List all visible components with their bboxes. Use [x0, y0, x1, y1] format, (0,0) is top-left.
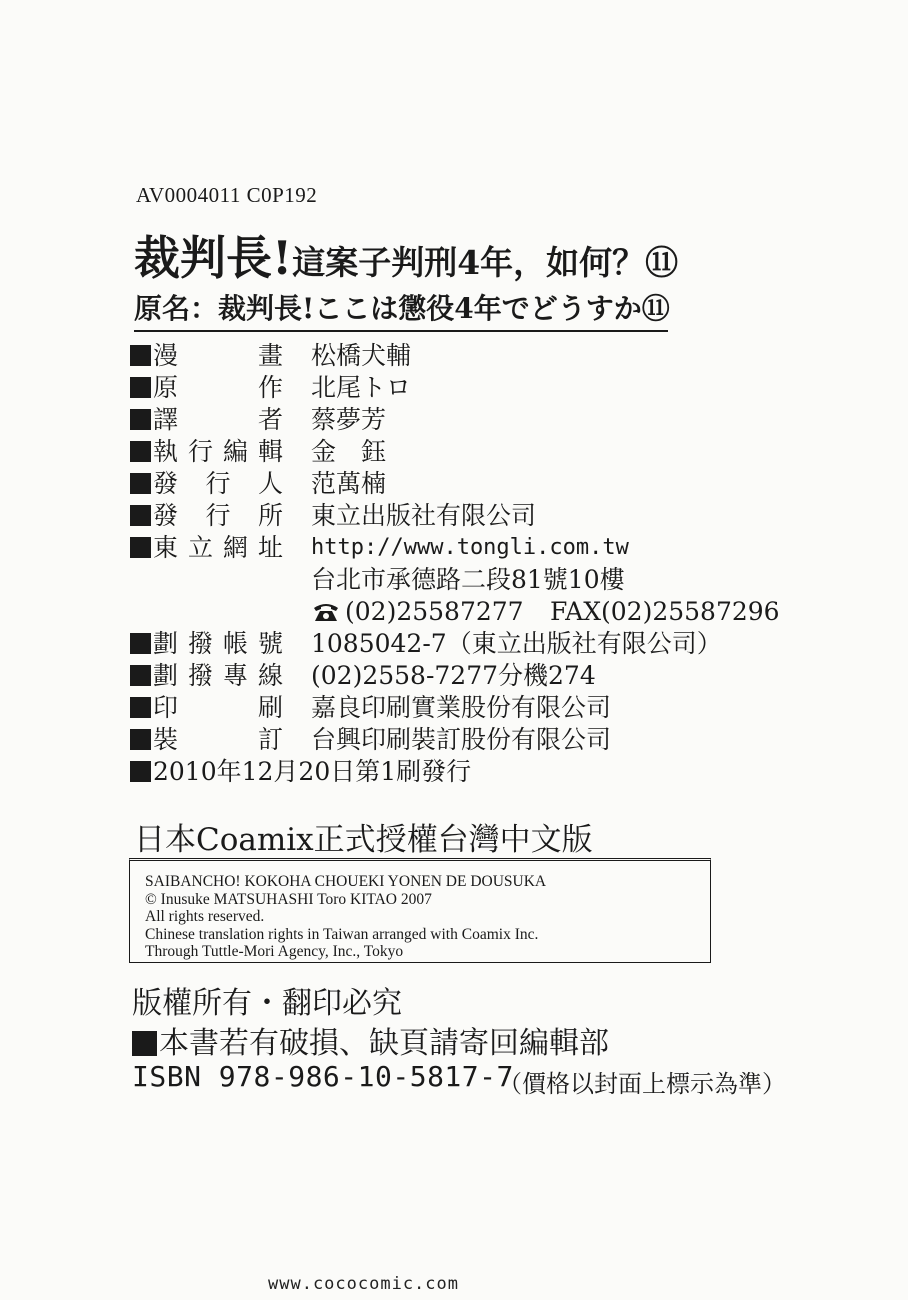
credit-value: (02)2558-7277分機274 [311, 661, 596, 690]
credit-row [130, 404, 780, 436]
credit-value: 嘉良印刷實業股份有限公司 [311, 693, 612, 722]
credit-value: 金 鈺 [311, 437, 387, 466]
original-title: 原名：裁判長!ここは懲役4年でどうすか⑪ [134, 287, 668, 332]
credit-row [130, 532, 780, 564]
credit-row [130, 372, 780, 404]
bullet-square [130, 633, 151, 654]
bullet-square [130, 441, 151, 462]
credit-label: 漫畫 [153, 341, 283, 370]
edition-row [130, 756, 780, 788]
credit-value: 東立出版社有限公司 [311, 501, 537, 530]
credit-label: 發行所 [153, 501, 283, 530]
copyright-line: Chinese translation rights in Taiwan arranged with Coamix Inc. [145, 925, 539, 943]
bullet-square [130, 409, 151, 430]
copyright-line: All rights reserved. [145, 908, 265, 925]
catalog-codes: AV0004011 C0P192 [136, 183, 318, 207]
address: 台北市承德路二段81號10樓 [311, 565, 625, 594]
credit-label: 發行人 [153, 469, 283, 498]
credit-value: 1085042-7（東立出版社有限公司） [311, 629, 722, 658]
bullet-square [130, 473, 151, 494]
credit-label: 譯者 [153, 405, 283, 434]
rights-statement: 版權所有・翻印必究 [132, 986, 402, 1021]
copyright-box [129, 858, 711, 963]
credit-value: 松橋犬輔 [311, 341, 412, 370]
contact-row [130, 596, 780, 628]
damage-notice-text: 本書若有破損、缺頁請寄回編輯部 [159, 1026, 609, 1061]
credit-value: 台興印刷裝訂股份有限公司 [311, 725, 612, 754]
credit-row [130, 436, 780, 468]
credit-row [130, 468, 780, 500]
website-url: http://www.tongli.com.tw [311, 535, 629, 560]
bullet-square [130, 377, 151, 398]
bullet-square [130, 537, 151, 558]
address-row [130, 564, 780, 596]
book-title-main: 裁判長! [134, 231, 293, 285]
credit-value: 范萬楠 [311, 469, 387, 498]
credit-label: 印刷 [153, 693, 283, 722]
credit-row [130, 340, 780, 372]
copyright-line: Through Tuttle-Mori Agency, Inc., Tokyo [145, 943, 404, 960]
copyright-line: © Inusuke MATSUHASHI Toro KITAO 2007 [145, 890, 432, 908]
credit-label: 劃撥帳號 [153, 629, 283, 658]
damage-notice [132, 1018, 609, 1062]
credits-list [130, 340, 780, 788]
bullet-square [130, 505, 151, 526]
phone-number: (02)25587277 [345, 597, 524, 626]
credit-label: 執行編輯 [153, 437, 283, 466]
credit-label: 東立網址 [153, 533, 283, 562]
credit-row [130, 628, 780, 660]
edition-date: 2010年12月20日第1刷發行 [153, 757, 472, 786]
credit-row [130, 660, 780, 692]
bullet-square [132, 1031, 157, 1056]
bullet-square [130, 345, 151, 366]
book-title [134, 222, 678, 288]
credit-label: 裝訂 [153, 725, 283, 754]
bullet-square [130, 729, 151, 750]
credit-value: 蔡夢芳 [311, 405, 387, 434]
fax-number: FAX(02)25587296 [550, 597, 780, 626]
telephone-icon [311, 601, 341, 623]
credit-row [130, 724, 780, 756]
credit-label: 原作 [153, 373, 283, 402]
credit-row [130, 500, 780, 532]
book-title-sub: 這案子判刑4年，如何？⑪ [292, 243, 679, 282]
phone [311, 596, 524, 628]
isbn: ISBN 978-986-10-5817-7 [132, 1060, 514, 1093]
bullet-square [130, 665, 151, 686]
bullet-square [130, 697, 151, 718]
copyright-line: SAIBANCHO! KOKOHA CHOUEKI YONEN DE DOUSUKA [145, 873, 547, 890]
credit-label: 劃撥專線 [153, 661, 283, 690]
site-watermark: www.cococomic.com [268, 1274, 459, 1294]
bullet-square [130, 761, 151, 782]
license-title: 日本Coamix正式授權台灣中文版 [134, 822, 593, 858]
credit-value: 北尾トロ [311, 373, 412, 402]
credit-row [130, 692, 780, 724]
price-note: （價格以封面上標示為準） [498, 1070, 786, 1098]
